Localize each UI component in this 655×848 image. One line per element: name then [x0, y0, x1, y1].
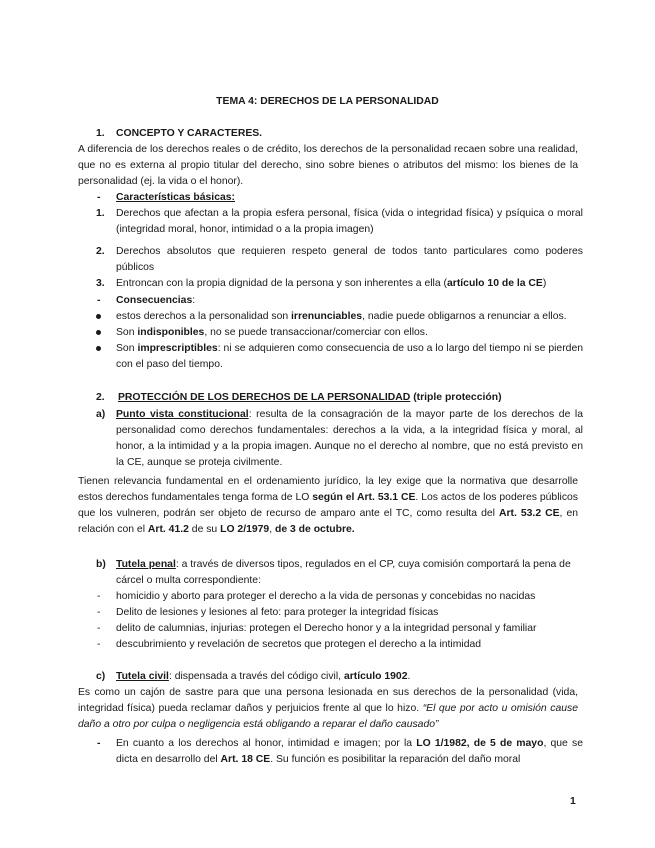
- tutela-penal-item: homicidio y aborto para proteger el derecho a la vida de personas y concebidas no nacidas: [116, 591, 536, 602]
- consecuencia-2: Son indisponibles, no se puede transaccionar/comerciar con ellos.: [116, 327, 428, 338]
- list-number: 1.: [96, 208, 105, 219]
- punto-vista-constitucional: Punto vista constitucional: resulta de la consagración de la mayor parte de los derechos de la personalidad como derechos fundamentales: derechos a la vida, a la integridad física y moral, al honor, a la intimidad y a la propia imagen. Aunque no el derecho al nombre, que no está previsto en la CE, aunque se proteja civilmente.: [116, 409, 583, 468]
- section-1-number: 1.: [96, 128, 105, 139]
- dash-marker: -: [97, 639, 101, 650]
- caracteristica-2: Derechos absolutos que requieren respeto general de todos tanto particulares como poderes públicos: [116, 246, 583, 273]
- bullet-icon: [96, 346, 101, 351]
- caracteristica-3: Entroncan con la propia dignidad de la persona y son inherentes a ella (artículo 10 de la CE): [116, 278, 547, 289]
- section-1-heading: CONCEPTO Y CARACTERES.: [116, 128, 263, 139]
- dash-marker: -: [97, 591, 101, 602]
- consecuencia-1: estos derechos a la personalidad son irrenunciables, nadie puede obligarnos a renunciar a ellos.: [116, 311, 567, 322]
- dash-marker: -: [97, 738, 101, 749]
- page-number: 1: [570, 796, 576, 807]
- consecuencias-label: Consecuencias:: [116, 295, 196, 306]
- bullet-icon: [96, 330, 101, 335]
- list-number: 2.: [96, 246, 105, 257]
- list-letter: b): [96, 559, 106, 570]
- tutela-penal-item: Delito de lesiones y lesiones al feto: para proteger la integridad físicas: [116, 607, 439, 618]
- list-number: 3.: [96, 278, 105, 289]
- honor-intimidad-item: En cuanto a los derechos al honor, intimidad e imagen; por la LO 1/1982, de 5 de mayo, que se dicta en desarrollo del Art. 18 CE. Su función es posibilitar la reparación del daño moral: [116, 738, 583, 765]
- consecuencia-3: Son imprescriptibles: ni se adquieren como consecuencia de uso a lo largo del tiempo ni se pierden con el paso del tiempo.: [116, 343, 584, 370]
- tutela-penal: Tutela penal: a través de diversos tipos, regulados en el CP, cuya comisión comportará la pena de cárcel o multa correspondiente:: [116, 559, 571, 586]
- caracteristicas-label: Características básicas:: [116, 192, 235, 203]
- tutela-penal-item: descubrimiento y revelación de secretos que protegen el derecho a la intimidad: [116, 639, 482, 650]
- dash-marker: -: [97, 607, 101, 618]
- tutela-penal-item: delito de calumnias, injurias: protegen el Derecho honor y a la integridad personal y familiar: [116, 623, 537, 634]
- page-title: TEMA 4: DERECHOS DE LA PERSONALIDAD: [216, 96, 439, 107]
- list-letter: c): [96, 671, 106, 682]
- section-2-number: 2.: [96, 392, 105, 403]
- list-letter: a): [96, 409, 106, 420]
- dash-marker: -: [97, 623, 101, 634]
- section-1-intro: A diferencia de los derechos reales o de crédito, los derechos de la personalidad recaen sobre una realidad, que no es externa al propio titular del derecho, sino sobre bienes o atributos del mismo: los bienes de la personalidad (ej. la vida o el honor).: [78, 144, 578, 187]
- dash-marker: -: [97, 192, 101, 203]
- caracteristica-1: Derechos que afectan a la propia esfera personal, física (vida o integridad física) y psíquica o moral (integridad moral, honor, intimidad o a la propia imagen): [116, 208, 583, 235]
- bullet-icon: [96, 314, 101, 319]
- dash-marker: -: [97, 295, 101, 306]
- section-2-heading: PROTECCIÓN DE LOS DERECHOS DE LA PERSONALIDAD (triple protección): [118, 392, 502, 403]
- tutela-civil-paragraph: Es como un cajón de sastre para que una persona lesionada en sus derechos de la personalidad (vida, integridad física) pueda reclamar daños y perjuicios frente al que lo hizo. “El que por acto u omisión cause daño a otro por culpa o negligencia está obligando a reparar el daño causado”: [78, 687, 578, 730]
- constitucional-paragraph: Tienen relevancia fundamental en el ordenamiento jurídico, la ley exige que la normativa que desarrolle estos derechos fundamentales tenga forma de LO según el Art. 53.1 CE. Los actos de los poderes públicos que los vulneren, podrán ser objeto de recurso de amparo ante el TC, como resulta del Art. 53.2 CE, en relación con el Art. 41.2 de su LO 2/1979, de 3 de octubre.: [78, 476, 579, 535]
- tutela-civil: Tutela civil: dispensada a través del código civil, artículo 1902.: [116, 671, 411, 682]
